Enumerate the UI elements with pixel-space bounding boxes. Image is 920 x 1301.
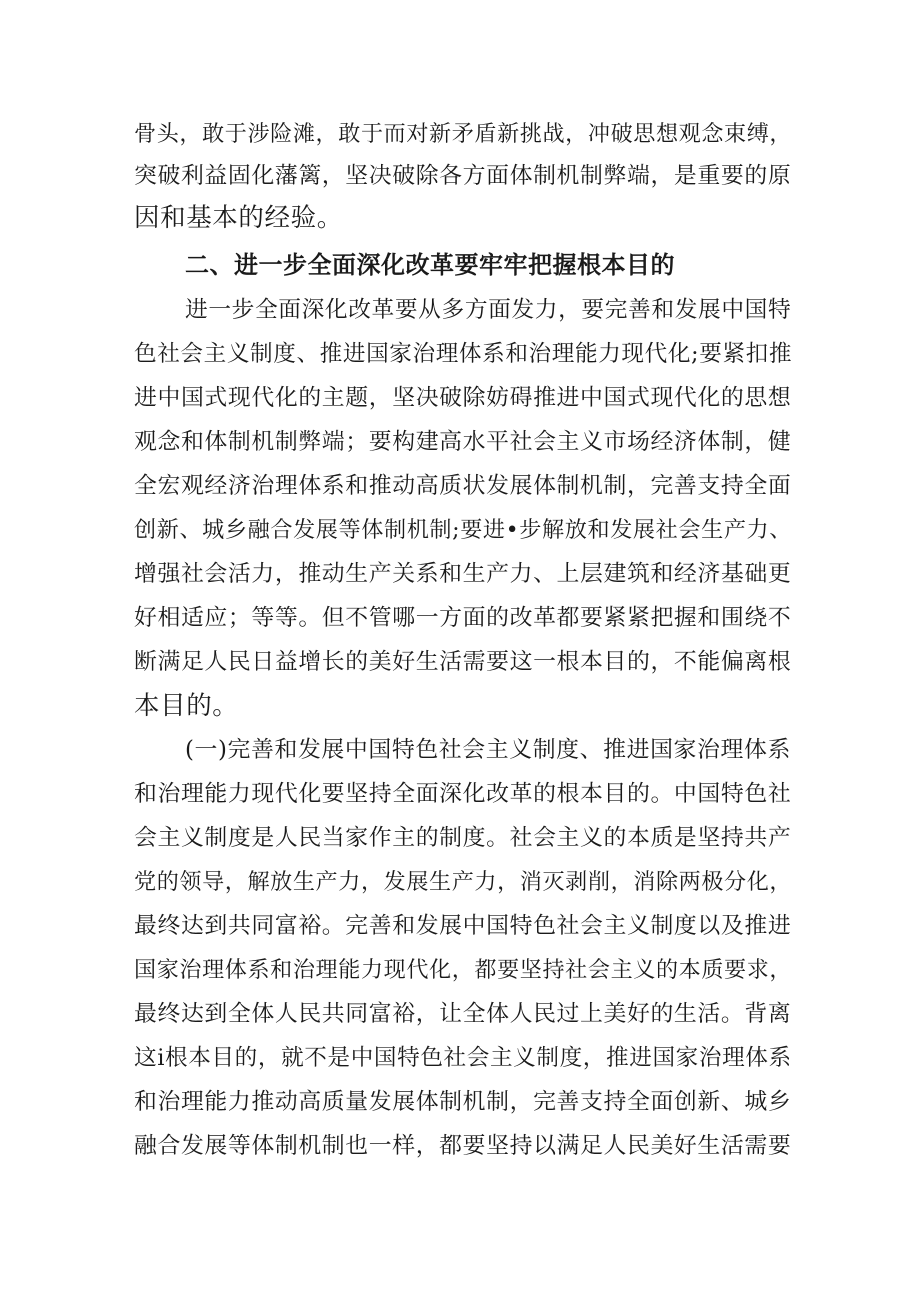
section-heading: 二、进一步全面深化改革要牢牢把握根本目的 [185,251,675,279]
text-line: 这i根本目的，就不是中国特色社会主义制度，推进国家治理体系 [134,1045,792,1071]
text-line: 本目的。 [134,691,239,721]
text-line: 国家治理体系和治理能力现代化，都要坚持社会主义的本质要求， [134,957,793,983]
subsection-line: (一)完善和发展中国特色社会主义制度、推进国家治理体系 [185,737,791,763]
text-line: 创新、城乡融合发展等体制机制;要进•步解放和发展社会生产力、 [134,517,793,543]
text-line: 观念和体制机制弊端；要构建高水平社会主义市场经济体制，健 [134,429,792,455]
text-line: 党的领导，解放生产力，发展生产力，消灭剥削，消除两极分化， [134,869,793,895]
text-line: 骨头，敢于涉险滩，敢于而对新矛盾新挑战，冲破思想观念束缚， [134,121,793,147]
text-line: 最终达到共同富裕。完善和发展中国特色社会主义制度以及推进 [134,913,792,939]
text-line: 最终达到全体人民共同富裕，让全体人民过上美好的生活。背离 [134,1001,792,1027]
text-line: 好相适应；等等。但不管哪一方面的改革都要紧紧把握和围绕不 [134,605,792,631]
text-line: 和治理能力推动高质量发展体制机制，完善支持全面创新、城乡 [134,1089,792,1115]
text-line: 增强社会活力，推动生产关系和生产力、上层建筑和经济基础更 [134,561,792,587]
text-line: 断满足人民日益增长的美好生活需要这一根本目的，不能偏离根 [134,649,792,675]
text-line: 进中国式现代化的主题，坚决破除妨碍推进中国式现代化的思想 [134,385,792,411]
text-line: 色社会主义制度、推进国家治理体系和治理能力现代化;要紧扣推 [134,341,793,367]
text-line: 进一步全面深化改革要从多方面发力，要完善和发展中国特 [185,297,792,323]
text-line: 和治理能力现代化要坚持全面深化改革的根本目的。中国特色社 [134,781,792,807]
text-line: 突破利益固化藩篱，坚决破除各方面体制机制弊端，是重要的原 [134,163,792,189]
text-line: 因和基本的经验。 [134,203,343,233]
text-line: 会主义制度是人民当家作主的制度。社会主义的本质是坚持共产 [134,825,792,851]
text-line: 融合发展等体制机制也一样，都要坚持以满足人民美好生活需要 [134,1133,792,1159]
text-line: 全宏观经济治理体系和推动高质状发展体制机制，完善支持全面 [134,473,792,499]
